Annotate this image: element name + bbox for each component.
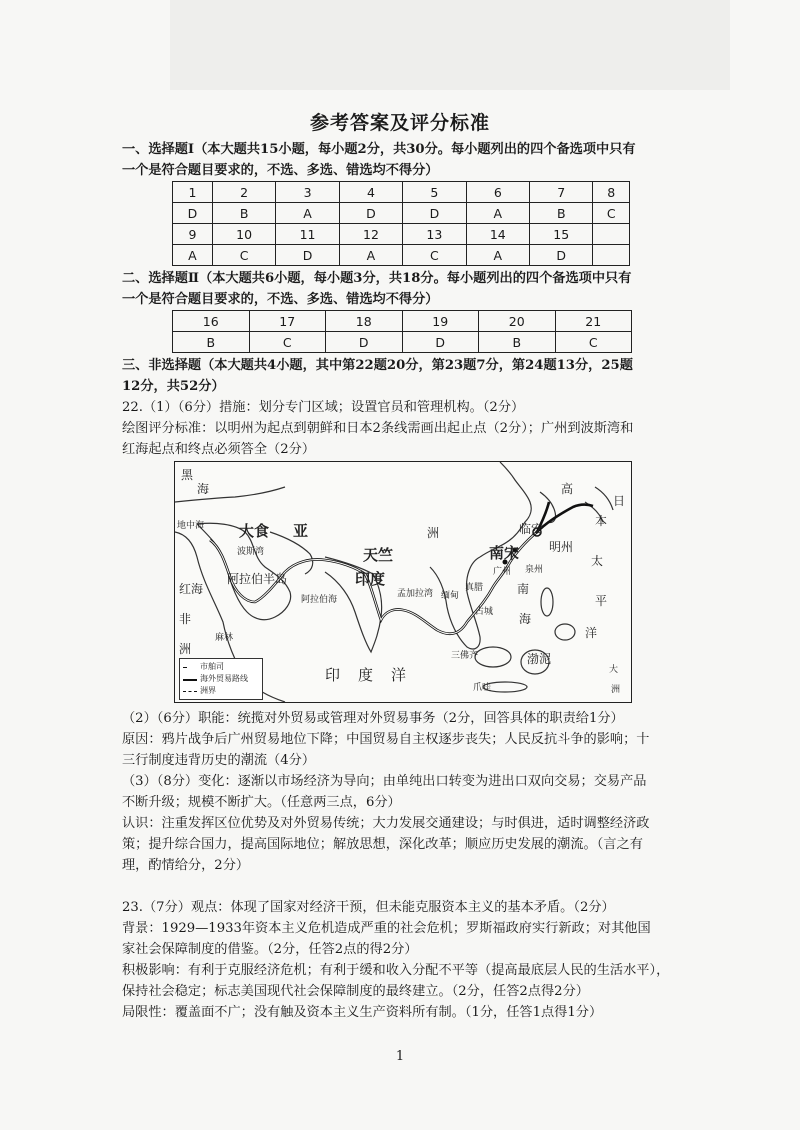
map-label-ya: 亚 (293, 522, 309, 540)
answer-cell: D (276, 245, 339, 266)
answer-cell: D (402, 332, 479, 353)
answer-cell: 21 (555, 311, 632, 332)
q23-line4: 积极影响：有利于克服经济危机；有利于缓和收入分配不平等（提高最底层人民的生活水平）， (122, 963, 670, 978)
answer-cell: D (530, 245, 593, 266)
map-label-dashi: 大食 (239, 522, 270, 540)
page-title: 参考答案及评分标准 (309, 112, 490, 134)
answer-cell: A (173, 245, 213, 266)
map-label-sanfoqi: 三佛齐 (451, 651, 479, 661)
map-label-nan: 南 (517, 582, 530, 596)
answer-cell: D (326, 332, 403, 353)
map-label-fei: 非 (179, 612, 192, 626)
answer-cell: 12 (339, 224, 402, 245)
answer-cell: 9 (173, 224, 213, 245)
answer-cell: 6 (466, 182, 529, 203)
answer-cell: D (339, 203, 402, 224)
map-label-zhaowa: 爪哇 (473, 683, 492, 693)
map-label-da: 大 (609, 665, 619, 675)
answer-cell: A (339, 245, 402, 266)
q23-line6: 局限性：覆盖面不广；没有触及资本主义生产资料所有制。（1分，任答1点得1分） (122, 1005, 603, 1020)
answer-cell: B (173, 332, 250, 353)
answer-cell: C (403, 245, 466, 266)
answer-cell: C (249, 332, 326, 353)
answer-cell: 11 (276, 224, 339, 245)
answer-cell: 8 (593, 182, 630, 203)
answer-cell: 18 (326, 311, 403, 332)
map-legend (179, 658, 263, 700)
scan-shadow (170, 0, 730, 90)
map-label-ben: 本 (595, 514, 608, 528)
map-label-ri: 日 (613, 494, 626, 508)
answer-row (173, 245, 630, 266)
map-label-yang: 洋 (585, 626, 598, 640)
legend-route-swatch (183, 679, 197, 681)
map-label-tianzhu: 天竺 (363, 546, 394, 564)
map-label-tai: 太 (591, 554, 604, 568)
answer-cell: 4 (339, 182, 402, 203)
answer-cell: 10 (212, 224, 275, 245)
answer-cell: 2 (212, 182, 275, 203)
answer-cell: 3 (276, 182, 339, 203)
map-label-indian-ocean: 印度洋 (325, 666, 425, 684)
answer-cell: B (479, 332, 556, 353)
map-label-zhou2: 洲 (427, 526, 440, 540)
answer-cell: C (593, 203, 630, 224)
answer-row (173, 182, 630, 203)
q22-part3-line2: 不断升级；规模不断扩大。（任意两三点，6分） (122, 795, 401, 810)
answer-cell: 17 (249, 311, 326, 332)
section1-heading-line1: 一、选择题Ⅰ（本大题共15小题，每小题2分，共30分。每小题列出的四个备选项中只有 (122, 142, 636, 157)
answer-cell: D (173, 203, 213, 224)
map-label-arabian-sea: 阿拉伯海 (301, 595, 338, 605)
answer-cell: A (466, 245, 529, 266)
answer-cell: 1 (173, 182, 213, 203)
answer-cell: 16 (173, 311, 250, 332)
q22-part3-line1: （3）（8分）变化：逐渐以市场经济为导向；由单纯出口转变为进出口双向交易；交易产品 (122, 774, 647, 789)
map-label-boni: 渤泥 (527, 652, 552, 666)
map-label-zhou: 洲 (179, 642, 192, 656)
map-label-mediterranean: 地中海 (177, 521, 205, 531)
answer-row (173, 203, 630, 224)
answer-cell: D (403, 203, 466, 224)
answer-cell: 14 (466, 224, 529, 245)
map-label-burma: 缅甸 (441, 591, 460, 601)
page-number: 1 (395, 1049, 405, 1064)
answer-cell: 7 (530, 182, 593, 203)
section2-heading-line1: 二、选择题Ⅱ（本大题共6小题，每小题3分，共18分。每小题列出的四个备选项中只有 (122, 271, 632, 286)
map-label-persian-gulf: 波斯湾 (237, 547, 265, 557)
map-label-southern-song: 南宋 (489, 544, 520, 562)
section3-heading-line2: 12分，共52分） (122, 379, 225, 394)
legend-route-label: 海外贸易路线 (200, 674, 248, 683)
q23-line5: 保持社会稳定；标志美国现代社会保障制度的最终建立。（2分，任答2点得2分） (122, 984, 589, 999)
answer-row (173, 224, 630, 245)
q22-part2-line2: 原因：鸦片战争后广州贸易地位下降；中国贸易自主权逐步丧失；人民反抗斗争的影响；十 (122, 732, 650, 747)
answer-cell: 19 (402, 311, 479, 332)
q23-line3: 家社会保障制度的借鉴。（2分，任答2点的得2分） (122, 942, 418, 957)
answer-cell: 5 (403, 182, 466, 203)
map-label-red-sea: 红海 (179, 582, 204, 596)
answer-cell: 13 (403, 224, 466, 245)
map-label-ping: 平 (595, 594, 608, 608)
answer-cell (593, 245, 630, 266)
trade-route-map (174, 461, 632, 703)
q22-line2: 绘图评分标准：以明州为起点到朝鲜和日本2条线需画出起止点（2分）；广州到波斯湾和 (122, 421, 634, 436)
q22-part2-line1: （2）（6分）职能：统揽对外贸易或管理对外贸易事务（2分，回答具体的职责给1分） (122, 711, 624, 726)
map-label-hei: 黑 (181, 468, 194, 482)
legend-city-label: 市舶司 (200, 662, 224, 671)
map-label-quanzhou: 泉州 (525, 565, 544, 575)
legend-city-marker (183, 667, 187, 668)
answer-cell: A (466, 203, 529, 224)
answer-table-2 (172, 310, 632, 353)
map-label-bay-of-bengal: 孟加拉湾 (397, 589, 434, 599)
map-label-linan: 临安 (519, 522, 544, 536)
map-label-zhenla: 真腊 (465, 583, 484, 593)
answer-table-1 (172, 181, 630, 266)
legend-border-label: 洲界 (200, 686, 216, 695)
map-label-zhancheng: 占城 (475, 607, 494, 617)
map-label-guangzhou: 广州 (493, 567, 512, 577)
q23-line2: 背景：1929—1933年资本主义危机造成严重的社会危机；罗斯福政府实行新政；对其他国 (122, 921, 651, 936)
section1-heading-line2: 一个是符合题目要求的，不选、多选、错选均不得分） (122, 163, 439, 178)
answer-cell: 20 (479, 311, 556, 332)
section2-heading-line2: 一个是符合题目要求的，不选、多选、错选均不得分） (122, 292, 439, 307)
answer-cell: C (212, 245, 275, 266)
map-label-yazhou: 洲 (611, 685, 621, 695)
answer-row (173, 311, 632, 332)
map-label-arabia: 阿拉伯半岛 (227, 572, 288, 586)
section3-heading-line1: 三、非选择题（本大题共4小题，其中第22题20分，第23题7分，第24题13分，25题 (122, 358, 633, 373)
answer-cell: 15 (530, 224, 593, 245)
answer-cell: A (276, 203, 339, 224)
q22-part2-line3: 三行制度违背历史的潮流（4分） (122, 753, 316, 768)
map-label-mingzhou: 明州 (549, 540, 574, 554)
q22-line1: 22.（1）（6分）措施：划分专门区域；设置官员和管理机构。（2分） (122, 400, 525, 415)
answer-cell: B (530, 203, 593, 224)
answer-cell: B (212, 203, 275, 224)
q22-part3-line4: 策；提升综合国力，提高国际地位；解放思想，深化改革；顺应历史发展的潮流。（言之有 (122, 837, 643, 852)
map-label-hai2: 海 (519, 612, 532, 626)
q22-part3-line5: 理，酌情给分，2分） (122, 858, 250, 873)
q22-part3-line3: 认识：注重发挥区位优势及对外贸易传统；大力发展交通建设；与时俱进，适时调整经济政 (122, 816, 650, 831)
q23-line1: 23.（7分）观点：体现了国家对经济干预，但未能克服资本主义的基本矛盾。（2分） (122, 900, 615, 915)
map-label-malin: 麻林 (215, 633, 234, 643)
map-label-yindu: 印度 (355, 570, 386, 588)
answer-row (173, 332, 632, 353)
legend-border-swatch (183, 691, 197, 692)
answer-cell (593, 224, 630, 245)
q22-line3: 红海起点和终点必须答全（2分） (122, 442, 316, 457)
map-label-hai: 海 (197, 482, 210, 496)
map-label-gao: 高 (561, 482, 574, 496)
answer-cell: C (555, 332, 632, 353)
